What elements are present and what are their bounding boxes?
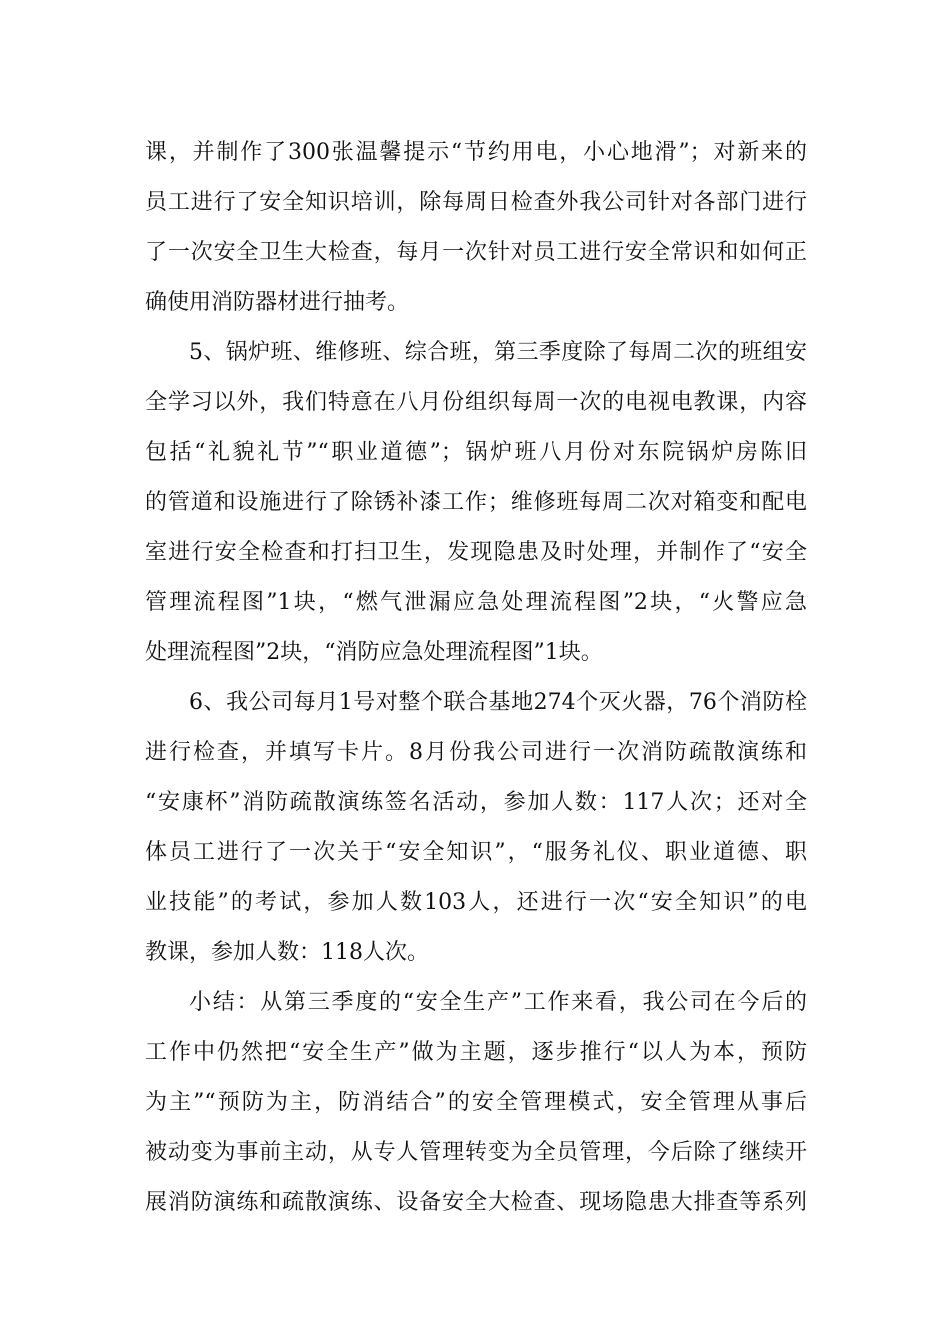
text-line: 5、锅炉班、维修班、综合班，第三季度除了每周二次的班组安	[189, 340, 807, 365]
text-line: 了一次安全卫生大检查，每月一次针对员工进行安全常识和如何正	[145, 240, 807, 265]
text-line: 课，并制作了300张温馨提示“节约用电，小心地滑”；对新来的	[145, 140, 807, 165]
text-line: 员工进行了安全知识培训，除每周日检查外我公司针对各部门进行	[145, 190, 807, 215]
text-line: 确使用消防器材进行抽考。	[145, 290, 410, 315]
text-line: “安康杯”消防疏散演练签名活动，参加人数：117人次；还对全	[145, 790, 807, 815]
text-line: 的管道和设施进行了除锈补漆工作；维修班每周二次对箱变和配电	[145, 490, 807, 515]
text-line: 包括“礼貌礼节”“职业道德”；锅炉班八月份对东院锅炉房陈旧	[145, 440, 807, 465]
text-line: 小结：从第三季度的“安全生产”工作来看，我公司在今后的	[189, 990, 807, 1015]
text-line: 6、我公司每月1号对整个联合基地274个灭火器，76个消防栓	[189, 690, 807, 715]
text-line: 为主”“预防为主，防消结合”的安全管理模式，安全管理从事后	[145, 1090, 807, 1115]
text-line: 处理流程图”2块，“消防应急处理流程图”1块。	[145, 640, 603, 665]
text-line: 体员工进行了一次关于“安全知识”，“服务礼仪、职业道德、职	[145, 840, 807, 865]
text-line: 全学习以外，我们特意在八月份组织每周一次的电视电教课，内容	[145, 390, 807, 415]
text-line: 室进行安全检查和打扫卫生，发现隐患及时处理，并制作了“安全	[145, 540, 807, 565]
text-line: 工作中仍然把“安全生产”做为主题，逐步推行“以人为本，预防	[145, 1040, 807, 1065]
text-line: 业技能”的考试，参加人数103人，还进行一次“安全知识”的电	[145, 890, 807, 915]
text-line: 展消防演练和疏散演练、设备安全大检查、现场隐患大排查等系列	[145, 1190, 807, 1215]
text-line: 教课，参加人数：118人次。	[145, 940, 429, 965]
text-line: 进行检查，并填写卡片。8月份我公司进行一次消防疏散演练和	[145, 740, 807, 765]
text-line: 管理流程图”1块，“燃气泄漏应急处理流程图”2块，“火警应急	[145, 590, 807, 615]
text-line: 被动变为事前主动，从专人管理转变为全员管理，今后除了继续开	[145, 1140, 807, 1165]
